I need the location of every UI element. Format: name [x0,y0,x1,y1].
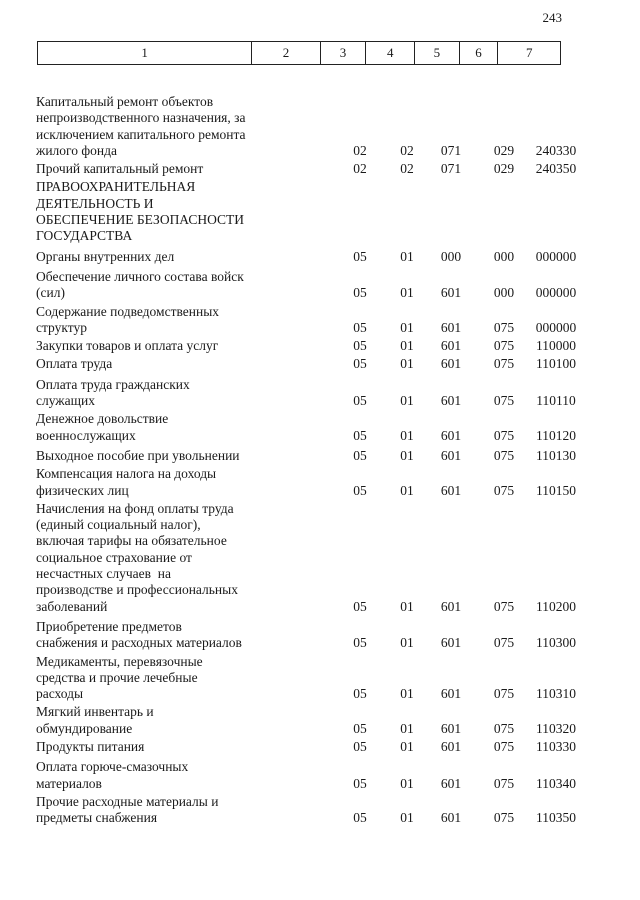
row-name: Выходное пособие при увольнении [36,447,240,463]
row-code-c5: 601 [440,720,462,736]
row-code-c7: 110100 [536,356,576,372]
row-code-c6: 029 [493,142,515,158]
table-row [36,411,596,444]
row-code-c5: 000 [440,248,462,264]
row-code-c6: 075 [493,686,515,702]
table-row [36,304,596,337]
row-code-c6: 075 [493,393,515,409]
table-row [36,161,596,177]
table-row [36,377,596,410]
row-code-c4: 01 [400,356,414,372]
row-code-c3: 05 [353,738,367,754]
row-code-c4: 01 [400,427,414,443]
row-code-c3: 05 [353,319,367,335]
row-code-c6: 075 [493,810,515,826]
page-number: 243 [542,10,562,25]
row-code-c4: 01 [400,738,414,754]
row-code-c4: 01 [400,598,414,614]
row-code-c5: 601 [440,427,462,443]
row-code-c7: 110110 [536,393,576,409]
row-code-c4: 01 [400,285,414,301]
row-code-c3: 05 [353,686,367,702]
row-code-c4: 01 [400,393,414,409]
row-code-c6: 075 [493,447,515,463]
row-name: Капитальный ремонт объектов непроизводственного назначения, за исключением капитального ремонта жилого фонда [36,94,249,158]
table-row [36,94,596,159]
row-name: Медикаменты, перевязочные средства и прочие лечебные расходы [36,653,207,702]
row-code-c5: 601 [440,338,462,354]
row-code-c5: 601 [440,810,462,826]
row-code-c7: 110310 [536,686,576,702]
row-code-c6: 000 [493,285,515,301]
column-header-1: 1 [38,42,252,65]
row-name: Денежное довольствие военнослужащих [36,411,172,443]
budget-classification-list [36,94,596,828]
row-code-c3: 05 [353,447,367,463]
row-code-c5: 601 [440,635,462,651]
row-name: Оплата горюче-смазочных материалов [36,759,192,791]
row-code-c3: 05 [353,338,367,354]
table-row [36,759,596,792]
row-code-c7: 000000 [535,319,577,335]
row-code-c5: 601 [440,598,462,614]
row-code-c7: 110120 [536,427,576,443]
table-row [36,356,596,372]
row-name: Прочий капитальный ремонт [36,161,204,177]
row-code-c7: 000000 [535,285,577,301]
row-code-c3: 05 [353,393,367,409]
row-code-c6: 075 [493,319,515,335]
row-code-c3: 02 [353,161,367,177]
table-row [36,338,596,354]
row-code-c5: 601 [440,356,462,372]
row-code-c5: 601 [440,447,462,463]
row-name: Приобретение предметов снабжения и расходных материалов [36,618,242,651]
row-code-c7: 110350 [536,810,576,826]
row-code-c5: 601 [440,775,462,791]
row-code-c5: 071 [440,142,462,158]
row-code-c4: 02 [400,142,414,158]
row-code-c5: 601 [440,285,462,301]
row-code-c7: 110130 [536,447,576,463]
column-header-2: 2 [252,42,320,65]
row-name: Закупки товаров и оплата услуг [36,338,219,354]
row-name: Прочие расходные материалы и предметы снабжения [36,793,222,826]
row-code-c3: 05 [353,810,367,826]
row-code-c6: 075 [493,482,515,498]
table-row [36,269,596,302]
column-header-3: 3 [320,42,366,65]
row-code-c3: 05 [353,720,367,736]
row-code-c4: 01 [400,338,414,354]
column-header-7: 7 [498,42,561,65]
row-code-c7: 110340 [536,775,576,791]
row-name: Оплата труда [36,356,113,372]
row-code-c5: 601 [440,738,462,754]
row-code-c6: 075 [493,720,515,736]
row-code-c7: 110150 [536,482,576,498]
row-code-c7: 110330 [536,738,576,754]
row-code-c6: 075 [493,338,515,354]
row-name: Компенсация налога на доходы физических лиц [36,466,220,498]
table-row [36,448,596,464]
row-code-c4: 02 [400,161,414,177]
row-code-c5: 601 [440,319,462,335]
row-code-c7: 110000 [536,338,576,354]
row-code-c4: 01 [400,482,414,498]
column-header-row [38,42,561,65]
row-code-c4: 01 [400,248,414,264]
row-code-c7: 240330 [535,142,577,158]
row-code-c5: 071 [440,161,462,177]
row-name: Оплата труда гражданских служащих [36,376,194,409]
row-name: Содержание подведомственных структур [36,303,223,335]
row-name: ПРАВООХРАНИТЕЛЬНАЯ ДЕЯТЕЛЬНОСТЬ И ОБЕСПЕЧЕНИЕ БЕЗОПАСНОСТИ ГОСУДАРСТВА [36,179,248,244]
row-name: Мягкий инвентарь и обмундирование [36,704,158,736]
row-code-c4: 01 [400,686,414,702]
table-row [36,249,596,265]
table-row [36,704,596,737]
table-row [36,501,596,615]
row-name: Продукты питания [36,738,145,754]
row-code-c7: 110320 [536,720,576,736]
row-code-c3: 05 [353,285,367,301]
column-header-5: 5 [415,42,460,65]
row-code-c3: 05 [353,635,367,651]
row-code-c6: 075 [493,775,515,791]
row-code-c6: 075 [493,427,515,443]
row-code-c6: 075 [493,738,515,754]
column-header-6: 6 [459,42,498,65]
row-code-c7: 110200 [536,598,576,614]
row-code-c6: 029 [493,161,515,177]
row-code-c5: 601 [440,482,462,498]
row-code-c7: 110300 [536,635,576,651]
row-code-c6: 000 [493,248,515,264]
row-code-c3: 02 [353,142,367,158]
table-row [36,466,596,499]
row-name: Обеспечение личного состава войск (сил) [36,268,248,301]
table-row [36,619,596,652]
row-code-c6: 075 [493,356,515,372]
row-code-c4: 01 [400,319,414,335]
column-header-table [37,41,561,65]
row-code-c6: 075 [493,635,515,651]
row-code-c3: 05 [353,598,367,614]
row-code-c7: 240350 [535,161,577,177]
row-name: Органы внутренних дел [36,248,175,264]
table-row [36,794,596,827]
row-code-c4: 01 [400,775,414,791]
row-code-c3: 05 [353,482,367,498]
row-name: Начисления на фонд оплаты труда (единый социальный налог), включая тарифы на обязательное социальное страхование от несчастных случаев на производстве и профессиональных заболеваний [36,500,242,614]
row-code-c5: 601 [440,393,462,409]
row-code-c7: 000000 [535,248,577,264]
table-row [36,739,596,755]
column-header-4: 4 [366,42,415,65]
row-code-c3: 05 [353,775,367,791]
row-code-c3: 05 [353,356,367,372]
row-code-c5: 601 [440,686,462,702]
row-code-c4: 01 [400,720,414,736]
row-code-c4: 01 [400,447,414,463]
row-code-c4: 01 [400,810,414,826]
row-code-c3: 05 [353,427,367,443]
table-row [36,654,596,703]
table-row [36,179,596,244]
row-code-c4: 01 [400,635,414,651]
row-code-c6: 075 [493,598,515,614]
row-code-c3: 05 [353,248,367,264]
